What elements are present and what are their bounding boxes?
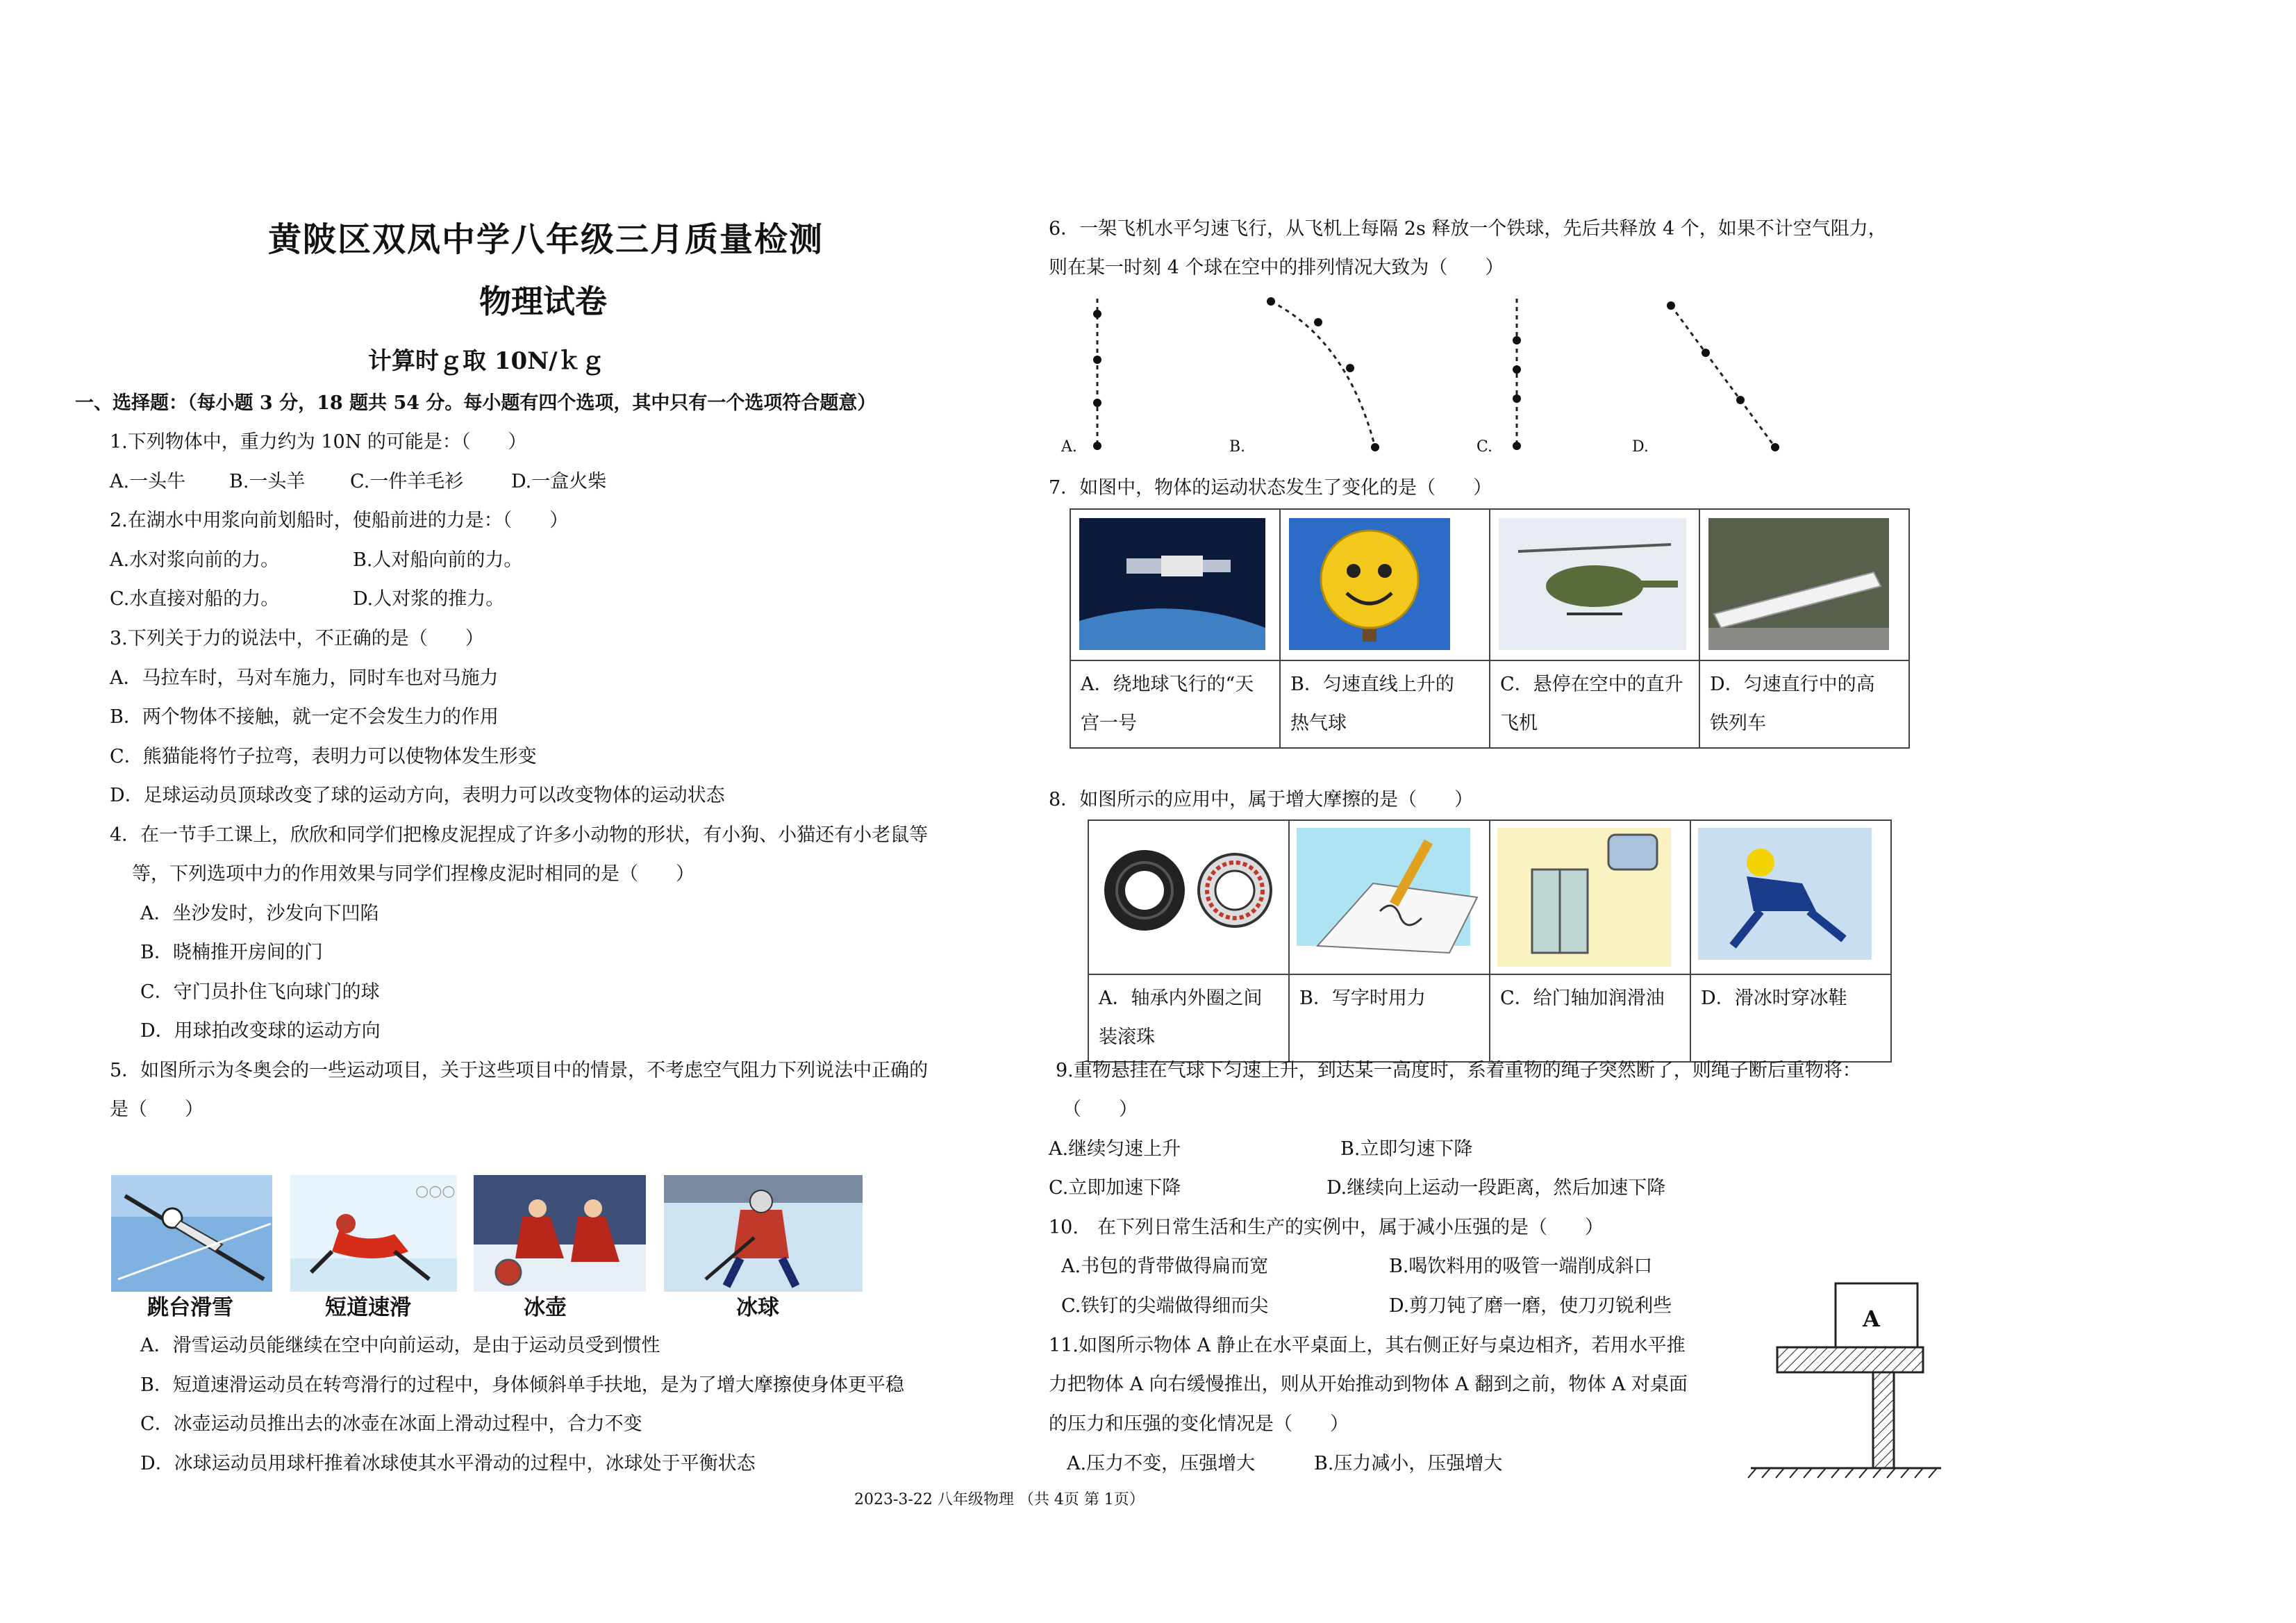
q10-option-b: B.喝饮料用的吸管一端削成斜口	[1389, 1256, 1653, 1277]
exam-subtitle: 物理试卷	[479, 283, 607, 320]
q6-label-c: C.	[1476, 438, 1493, 456]
table-leg	[1873, 1372, 1894, 1468]
short-track-image	[290, 1175, 457, 1292]
q7-table	[1070, 508, 1910, 749]
caption-ice-hockey: 冰球	[736, 1295, 779, 1320]
q7-option-b-line1: B．匀速直线上升的	[1290, 674, 1454, 695]
q9-stem-line1: 9.重物悬挂在气球下匀速上升，到达某一高度时，系着重物的绳子突然断了，则绳子断后重物将：	[1056, 1060, 1861, 1081]
svg-text:○○○: ○○○	[415, 1183, 456, 1200]
q4-stem-line1: 4．在一节手工课上，欣欣和同学们把橡皮泥捏成了许多小动物的形状，有小狗、小猫还有小老鼠等	[110, 824, 929, 846]
q11-option-a: A.压力不变，压强增大	[1067, 1453, 1256, 1474]
hot-air-balloon-image	[1281, 510, 1489, 660]
q3-option-b: B．两个物体不接触，就一定不会发生力的作用	[110, 706, 499, 728]
q10-stem: 10. 在下列日常生活和生产的实例中，属于减小压强的是（ ）	[1049, 1217, 1604, 1238]
door-hinge-image	[1490, 821, 1690, 974]
q7-option-d-line1: D．匀速直行中的高	[1710, 674, 1875, 695]
q8-option-a-line2: 装滚珠	[1099, 1026, 1155, 1048]
q1-option-c: C.一件羊毛衫	[350, 471, 464, 492]
pattern-c	[1513, 299, 1521, 450]
q10-option-d: D.剪刀钝了磨一磨，使刀刃锐利些	[1389, 1295, 1672, 1317]
q4-option-b: B．晓楠推开房间的门	[140, 942, 323, 963]
q4-option-a: A．坐沙发时，沙发向下凹陷	[140, 903, 379, 924]
q7-option-a-line2: 宫一号	[1081, 713, 1137, 734]
q9-option-d: D.继续向上运动一段距离，然后加速下降	[1326, 1177, 1666, 1199]
q5-stem-line1: 5．如图所示为冬奥会的一些运动项目，关于这些项目中的情景，不考虑空气阻力下列说法中正确的	[110, 1060, 929, 1081]
q6-stem-line1: 6．一架飞机水平匀速飞行，从飞机上每隔 2s 释放一个铁球，先后共释放 4 个，如果不计空气阻力，	[1049, 218, 1887, 240]
q6-label-a: A.	[1061, 438, 1077, 456]
pattern-d	[1667, 301, 1779, 451]
q6-stem-line2: 则在某一时刻 4 个球在空中的排列情况大致为（ ）	[1049, 257, 1504, 278]
space-station-image	[1071, 510, 1279, 660]
q4-option-c: C．守门员扑住飞向球门的球	[140, 981, 380, 1003]
caption-ski-jump: 跳台滑雪	[147, 1295, 233, 1320]
q1-option-d: D.一盒火柴	[511, 471, 607, 492]
writing-image	[1290, 821, 1489, 974]
q10-option-a: A.书包的背带做得扁而宽	[1061, 1256, 1269, 1277]
q2-stem: 2.在湖水中用浆向前划船时，使船前进的力是：（ ）	[110, 510, 569, 531]
bearing-image	[1089, 821, 1288, 974]
caption-short-track: 短道速滑	[325, 1295, 411, 1320]
q8-option-b-line1: B．写字时用力	[1299, 988, 1426, 1009]
q3-option-d: D．足球运动员顶球改变了球的运动方向，表明力可以改变物体的运动状态	[110, 785, 725, 806]
q9-option-c: C.立即加速下降	[1049, 1177, 1181, 1199]
ski-jump-image	[111, 1175, 272, 1292]
q9-option-b: B.立即匀速下降	[1340, 1138, 1473, 1160]
q1-option-b: B.一头羊	[229, 471, 306, 492]
q8-option-c-line1: C．给门轴加润滑油	[1500, 988, 1665, 1009]
q2-option-b: B.人对船向前的力。	[353, 549, 523, 571]
section-heading: 一、选择题：（每小题 3 分，18 题共 54 分。每小题有四个选项，其中只有一个选项符合题意）	[75, 392, 876, 414]
q5-option-a: A．滑雪运动员能继续在空中向前运动，是由于运动员受到惯性	[140, 1335, 660, 1356]
table-top	[1777, 1347, 1923, 1372]
q9-option-a: A.继续匀速上升	[1049, 1138, 1181, 1160]
q1-option-a: A.一头牛	[110, 471, 186, 492]
q7-option-b-line2: 热气球	[1290, 713, 1347, 734]
ice-hockey-image	[664, 1175, 863, 1292]
q8-stem: 8．如图所示的应用中，属于增大摩擦的是（ ）	[1049, 789, 1474, 810]
high-speed-train-image	[1700, 510, 1908, 660]
q6-label-b: B.	[1229, 438, 1246, 456]
q10-option-c: C.铁钉的尖端做得细而尖	[1061, 1295, 1269, 1317]
q6-ball-patterns	[1056, 292, 1820, 458]
q3-stem: 3.下列关于力的说法中，不正确的是（ ）	[110, 628, 484, 649]
table-block-figure	[1740, 1278, 1948, 1486]
q11-stem-line2: 力把物体 A 向右缓慢推出，则从开始推动到物体 A 翻到之前，物体 A 对桌面	[1049, 1374, 1688, 1395]
q7-option-a-line1: A．绕地球飞行的“天	[1081, 674, 1254, 695]
exam-title: 黄陂区双凤中学八年级三月质量检测	[268, 220, 824, 259]
q2-option-a: A.水对浆向前的力。	[110, 549, 280, 571]
q8-option-a-line1: A．轴承内外圈之间	[1099, 988, 1263, 1009]
page-footer: 2023-3-22 八年级物理 （共 4页 第 1页）	[854, 1491, 1145, 1508]
q6-label-d: D.	[1632, 438, 1649, 456]
q7-option-d-line2: 铁列车	[1710, 713, 1766, 734]
q4-stem-line2: 等，下列选项中力的作用效果与同学们捏橡皮泥时相同的是（ ）	[132, 863, 694, 885]
q5-option-d: D．冰球运动员用球杆推着冰球使其水平滑动的过程中，冰球处于平衡状态	[140, 1453, 756, 1474]
q2-option-d: D.人对浆的推力。	[353, 588, 505, 610]
q3-option-a: A．马拉车时，马对车施力，同时车也对马施力	[110, 667, 499, 689]
block-label: A	[1863, 1306, 1880, 1332]
gravity-note: 计算时ｇ取 10N/ｋｇ	[368, 347, 605, 375]
q11-stem-line3: 的压力和压强的变化情况是（ ）	[1049, 1413, 1349, 1435]
q5-option-c: C．冰壶运动员推出去的冰壶在冰面上滑动过程中，合力不变	[140, 1413, 642, 1435]
ice-skating-image	[1691, 821, 1890, 974]
pattern-a	[1093, 299, 1101, 450]
q7-option-c-line1: C．悬停在空中的直升	[1500, 674, 1683, 695]
q11-stem-line1: 11.如图所示物体 A 静止在水平桌面上，其右侧正好与桌边相齐，若用水平推	[1049, 1335, 1686, 1356]
caption-curling: 冰壶	[524, 1295, 567, 1320]
q7-stem: 7．如图中，物体的运动状态发生了变化的是（ ）	[1049, 477, 1492, 499]
q3-option-c: C．熊猫能将竹子拉弯，表明力可以使物体发生形变	[110, 746, 537, 767]
q7-option-c-line2: 飞机	[1500, 713, 1538, 734]
q4-option-d: D．用球拍改变球的运动方向	[140, 1020, 381, 1042]
q9-stem-line2: （ ）	[1063, 1099, 1138, 1120]
q11-option-b: B.压力减小，压强增大	[1314, 1453, 1503, 1474]
q5-option-b: B．短道速滑运动员在转弯滑行的过程中，身体倾斜单手扶地，是为了增大摩擦使身体更平稳	[140, 1374, 904, 1396]
curling-image	[474, 1175, 646, 1292]
q2-option-c: C.水直接对船的力。	[110, 588, 280, 610]
q8-table	[1088, 819, 1892, 1063]
q5-stem-line2: 是（ ）	[110, 1099, 203, 1120]
q8-option-d-line1: D．滑冰时穿冰鞋	[1701, 988, 1847, 1009]
pattern-b	[1267, 297, 1379, 451]
q1-stem: 1.下列物体中，重力约为 10N 的可能是：（ ）	[110, 431, 527, 453]
helicopter-image	[1490, 510, 1699, 660]
